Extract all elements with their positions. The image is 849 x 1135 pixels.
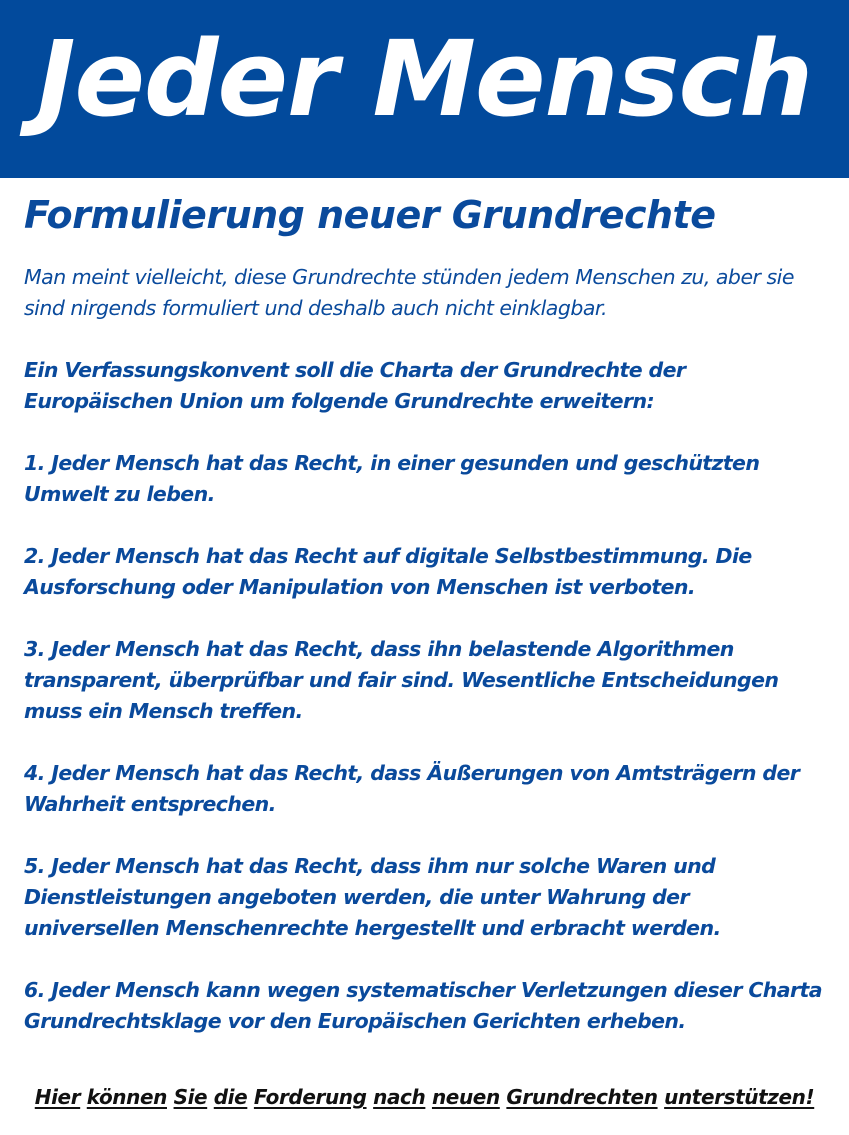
main-content: [24, 192, 829, 1037]
right-item: 5. Jeder Mensch hat das Recht, dass ihm nur solche Waren und Dienstleistungen angeboten werden, die unter Wahrung der universellen Menschenrechte hergestellt und erbracht werden.: [24, 854, 721, 940]
right-item: 2. Jeder Mensch hat das Recht auf digitale Selbstbestimmung. Die Ausforschung oder Manipulation von Menschen ist verboten.: [24, 544, 752, 599]
right-item: 4. Jeder Mensch hat das Recht, dass Äußerungen von Amtsträgern der Wahrheit entsprechen.: [24, 761, 800, 816]
lead-paragraph: Ein Verfassungskonvent soll die Charta der Grundrechte der Europäischen Union um folgende Grundrechte erweitern:: [24, 358, 686, 413]
intro-paragraph: Man meint vielleicht, diese Grundrechte stünden jedem Menschen zu, aber sie sind nirgends formuliert und deshalb auch nicht einklagbar.: [24, 265, 794, 320]
cta-link-word[interactable]: unterstützen!: [664, 1085, 815, 1109]
page-title: Jeder Mensch: [36, 18, 813, 140]
right-item: 6. Jeder Mensch kann wegen systematischer Verletzungen dieser Charta Grundrechtsklage vor den Europäischen Gerichten erheben.: [24, 978, 822, 1033]
cta-link-word[interactable]: Grundrechten: [506, 1085, 658, 1109]
cta-link-word[interactable]: neuen: [431, 1085, 500, 1109]
right-item: 3. Jeder Mensch hat das Recht, dass ihn belastende Algorithmen transparent, überprüfbar und fair sind. Wesentliche Entscheidungen muss ein Mensch treffen.: [24, 637, 779, 723]
cta-link-word[interactable]: Forderung: [253, 1085, 367, 1109]
cta-link-word[interactable]: Hier: [34, 1085, 81, 1109]
cta-link-word[interactable]: Sie: [173, 1085, 208, 1109]
cta-link-word[interactable]: können: [86, 1085, 167, 1109]
header-banner: [0, 0, 849, 178]
right-item: 1. Jeder Mensch hat das Recht, in einer gesunden und geschützten Umwelt zu leben.: [24, 451, 760, 506]
cta-link-word[interactable]: die: [213, 1085, 248, 1109]
subtitle: Formulierung neuer Grundrechte: [24, 193, 716, 237]
cta-link-word[interactable]: nach: [373, 1085, 426, 1109]
support-call-to-action[interactable]: [0, 1080, 849, 1114]
